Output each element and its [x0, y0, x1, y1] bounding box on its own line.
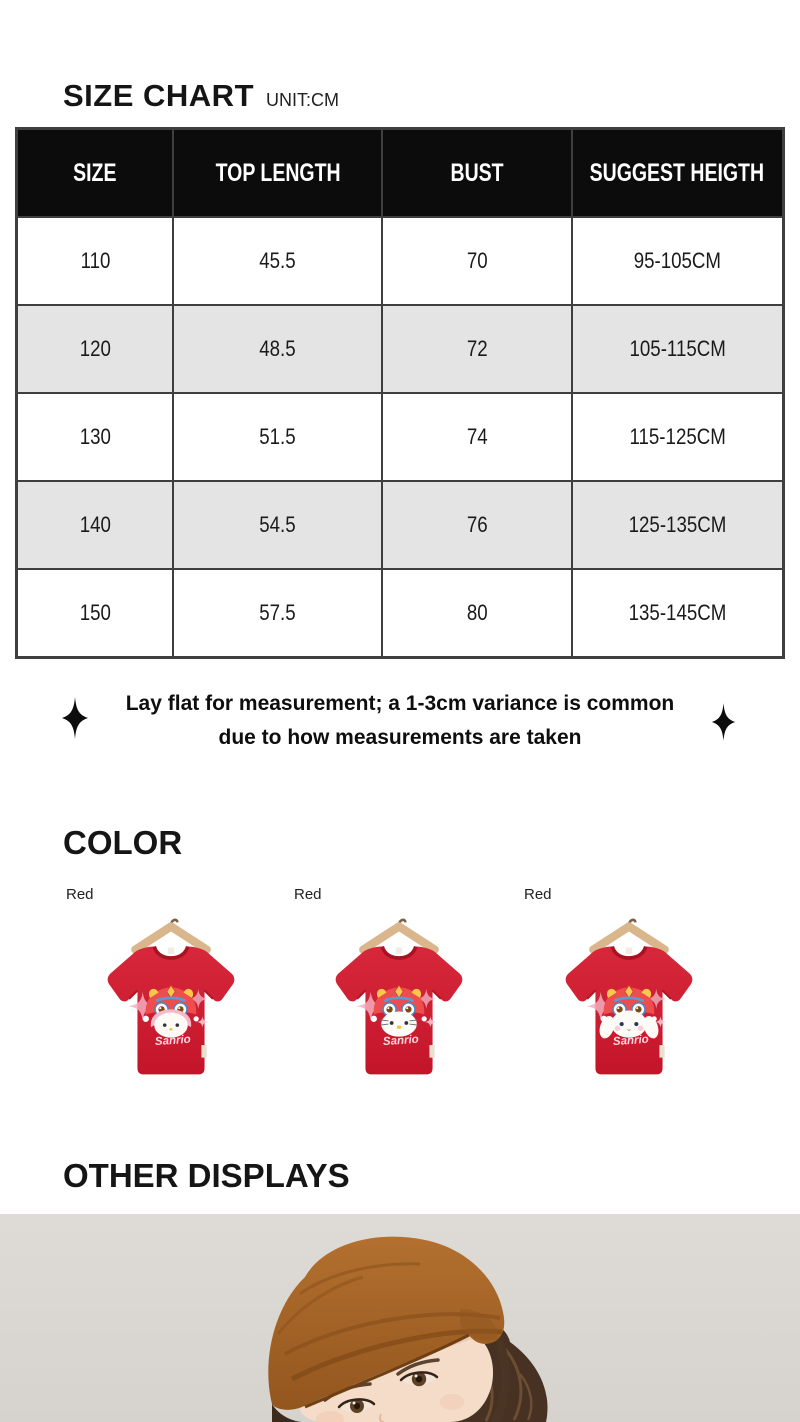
shirt-brand-text: Sanrio	[382, 1033, 420, 1049]
hanger-icon	[135, 920, 206, 950]
color-section-title: COLOR	[63, 824, 183, 861]
hanger-icon	[363, 920, 434, 950]
table-cell: 95-105CM	[572, 217, 783, 305]
size-chart-title: SIZE CHART	[63, 78, 254, 113]
table-header-bust: BUST	[382, 129, 571, 217]
tshirt-image-my-melody	[87, 915, 255, 1087]
table-cell: 125-135CM	[572, 481, 783, 569]
table-header-top-length: TOP LENGTH	[173, 129, 382, 217]
table-cell: 120	[17, 305, 173, 393]
table-cell: 74	[382, 393, 571, 481]
table-cell: 135-145CM	[572, 569, 783, 657]
tshirt-image-hello-kitty	[315, 915, 483, 1087]
hanger-icon	[593, 920, 664, 950]
table-cell: 80	[382, 569, 571, 657]
table-cell: 70	[382, 217, 571, 305]
table-cell: 130	[17, 393, 173, 481]
table-cell: 150	[17, 569, 173, 657]
measurement-note	[0, 687, 800, 755]
measurement-note-line1: Lay flat for measurement; a 1-3cm variance is common	[125, 692, 675, 715]
tshirt-image-cinnamoroll	[545, 915, 713, 1087]
model-photo-graphic	[0, 1214, 800, 1422]
table-cell: 54.5	[173, 481, 382, 569]
table-cell: 110	[17, 217, 173, 305]
table-cell: 115-125CM	[572, 393, 783, 481]
sparkle-icon	[710, 703, 737, 741]
color-swatch	[286, 886, 512, 1087]
table-header-size: SIZE	[17, 129, 173, 217]
table-cell: 72	[382, 305, 571, 393]
color-swatch	[516, 886, 742, 1087]
unit-label: UNIT:CM	[266, 90, 339, 110]
table-cell: 105-115CM	[572, 305, 783, 393]
table-cell: 140	[17, 481, 173, 569]
table-cell: 48.5	[173, 305, 382, 393]
color-swatch-label: Red	[294, 886, 322, 903]
size-chart-header	[63, 78, 339, 114]
model-photo	[0, 1214, 800, 1422]
other-displays-title: OTHER DISPLAYS	[63, 1157, 350, 1194]
color-swatch-label: Red	[524, 886, 552, 903]
table-cell: 51.5	[173, 393, 382, 481]
table-header-suggest-height: SUGGEST HEIGTH	[572, 129, 783, 217]
color-swatch	[58, 886, 284, 1087]
table-cell: 57.5	[173, 569, 382, 657]
shirt-brand-text: Sanrio	[612, 1033, 650, 1049]
table-cell: 45.5	[173, 217, 382, 305]
color-swatch-label: Red	[66, 886, 94, 903]
size-table	[15, 127, 785, 659]
measurement-note-line2: due to how measurements are taken	[218, 726, 582, 749]
table-cell: 76	[382, 481, 571, 569]
shirt-brand-text: Sanrio	[154, 1033, 192, 1049]
